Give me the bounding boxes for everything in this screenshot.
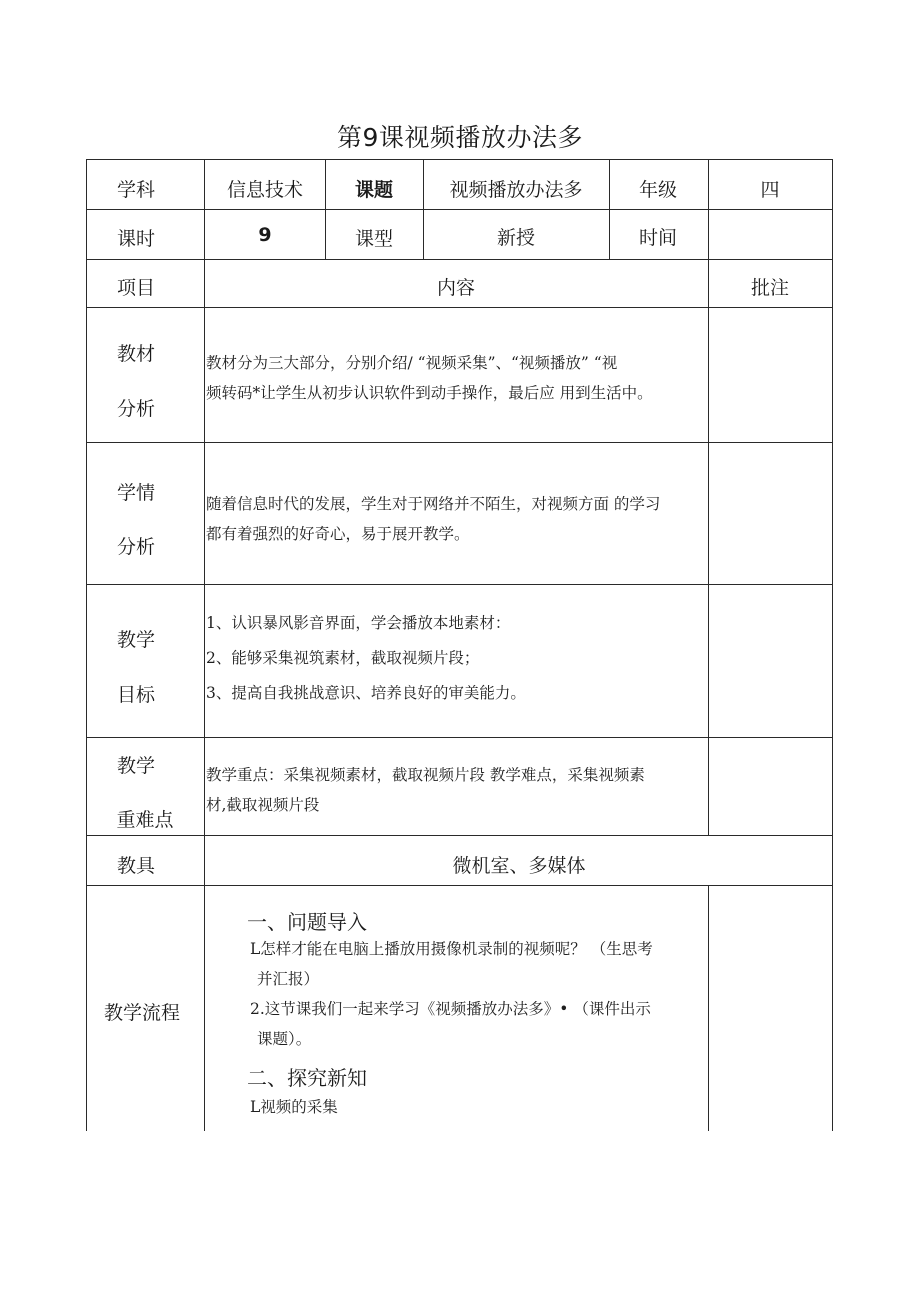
material-label-line1: 教材: [116, 343, 156, 365]
document-title: 第9课视频播放办法多: [337, 123, 583, 152]
process-item-1: L怎样才能在电脑上播放用摄像机录制的视频呢？ （生思考 并汇报）: [250, 940, 653, 988]
goals-list: [206, 606, 526, 711]
column-header-item: 项目: [116, 277, 156, 299]
grade-value: 四: [760, 179, 780, 201]
column-divider: [708, 159, 709, 307]
goals-label-line2: 目标: [116, 684, 156, 706]
row-divider: [86, 885, 833, 886]
process-heading-intro: 一、问题导入: [247, 910, 367, 934]
goal-item: 3、提高自我挑战意识、培养良好的审美能力。: [206, 684, 526, 702]
period-value: 9: [258, 224, 272, 246]
column-divider: [325, 159, 326, 259]
table-border-left: [86, 159, 87, 1131]
process-heading-explore: 二、探究新知: [247, 1066, 367, 1090]
row-divider: [86, 442, 833, 443]
row-divider: [86, 737, 833, 738]
keypoints-text: 教学重点：采集视频素材，截取视频片段 教学难点，采集视频素 材,截取视频片段: [206, 766, 645, 814]
tools-value: 微机室、多媒体: [452, 855, 586, 877]
keypoints-label-line1: 教学: [116, 755, 156, 777]
time-label: 时间: [638, 227, 678, 249]
column-header-content: 内容: [436, 277, 476, 299]
goal-item: 1、认识暴风影音界面，学会播放本地素材：: [206, 614, 511, 632]
grade-label: 年级: [638, 179, 678, 201]
table-border-right: [832, 159, 833, 1131]
topic-label: 课题: [354, 179, 394, 201]
process-label: 教学流程: [103, 1002, 181, 1024]
goals-label-line1: 教学: [116, 629, 156, 651]
row-divider: [86, 584, 833, 585]
learner-analysis-text: 随着信息时代的发展，学生对于网络并不陌生，对视频方面 的学习 都有着强烈的好奇心，易于展开教学。: [206, 495, 661, 543]
process-item-3: L视频的采集: [250, 1098, 338, 1116]
learner-label-line1: 学情: [116, 482, 156, 504]
column-divider: [204, 159, 205, 1131]
column-divider: [423, 159, 424, 259]
row-divider: [86, 259, 833, 260]
keypoints-label-line2: 重难点: [116, 809, 174, 831]
table-border-top: [86, 159, 833, 160]
goal-item: 2、能够采集视筑素材，截取视频片段；: [206, 649, 480, 667]
row-divider: [86, 307, 833, 308]
row-divider: [86, 835, 833, 836]
type-value: 新授: [496, 227, 536, 249]
column-divider: [609, 159, 610, 259]
column-divider: [708, 885, 709, 1131]
learner-label-line2: 分析: [116, 536, 156, 558]
column-header-note: 批注: [750, 277, 790, 299]
column-divider: [708, 307, 709, 835]
subject-label: 学科: [116, 179, 156, 201]
material-label-line2: 分析: [116, 398, 156, 420]
process-item-2: 2.这节课我们一起来学习《视频播放办法多》• （课件出示 课题）。: [250, 1000, 651, 1048]
row-divider: [86, 209, 833, 210]
subject-value: 信息技术: [226, 179, 304, 201]
period-label: 课时: [116, 228, 156, 250]
material-analysis-text: 教材分为三大部分，分别介绍/ “视频采集”、“视频播放” “视 频转码*让学生从初步认识软件到动手操作，最后应 用到生活中。: [206, 354, 653, 402]
topic-value: 视频播放办法多: [449, 179, 583, 201]
tools-label: 教具: [116, 855, 156, 877]
type-label: 课型: [354, 228, 394, 250]
